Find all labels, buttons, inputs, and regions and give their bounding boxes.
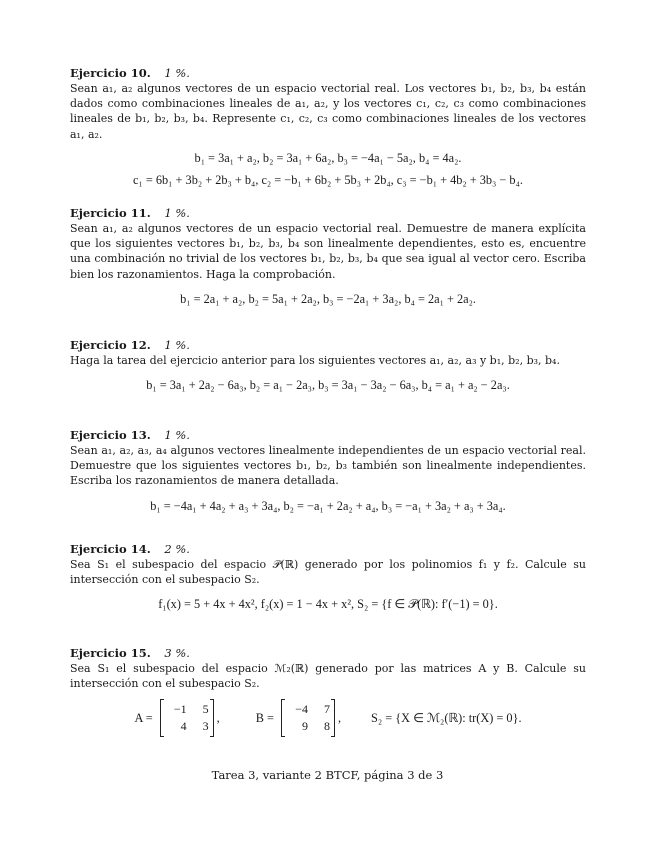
exercise-15 [70,646,586,736]
exercise-11 [70,206,586,314]
exercise-points: 1 %. [164,206,190,220]
exercise-14 [70,542,586,622]
subspace-s2: S₂ = {X ∈ ℳ₂(ℝ): tr(X) = 0}. [371,710,522,725]
matrix-a-cell: 5 [202,702,209,717]
equation: b₁ = −4a₁ + 4a₂ + a₃ + 3a₄, b₂ = −a₁ + 2a₂ + a₄, b₃ = −a₁ + 3a₂ + a₃ + 3a₄. [150,498,506,513]
exercise-title: Ejercicio 12. [70,338,151,352]
matrix-a [160,700,214,736]
matrix-b-label: B = [255,710,274,725]
exercise-10 [70,66,586,187]
matrix-a-cell: 4 [180,719,187,734]
exercise-title: Ejercicio 13. [70,428,151,442]
equation: b₁ = 2a₁ + a₂, b₂ = 5a₁ + 2a₂, b₃ = −2a₁ + 3a₂, b₄ = 2a₁ + 2a₂. [180,291,476,306]
matrix-a-cell: −1 [173,702,187,717]
exercise-statement: Sean a₁, a₂ algunos vectores de un espacio vectorial real. Los vectores b₁, b₂, b₃, b₄ están dados como combinaciones lineales de a₁, a₂, y los vectores c₁, c₂, c₃ como combinaciones lineales de b₁, b₂, b₃, b₄. Represente c₁, c₂, c₃ como combinaciones lineales de los vectores a₁, a₂. [70,82,586,141]
exercise-points: 3 %. [164,646,190,660]
separator: , [216,710,220,725]
page-content [70,66,586,736]
matrix-a-label: A = [134,710,153,725]
matrix-b-cell: −4 [295,702,308,717]
exercise-title: Ejercicio 10. [70,66,151,80]
exercise-statement: Sean a₁, a₂, a₃, a₄ algunos vectores linealmente independientes de un espacio vectorial real. Demuestre que los siguientes vectores b₁, b₂, b₃ también son linealmente independientes. Escriba los razonamientos de manera detallada. [70,444,586,488]
exercise-title: Ejercicio 11. [70,206,151,220]
exercise-statement: Sean a₁, a₂ algunos vectores de un espacio vectorial real. Demuestre de manera explícita que los siguientes vectores b₁, b₂, b₃, b₄ son linealmente dependientes, esto es, encuentre una combinación no trivial de los vectores b₁, b₂, b₃, b₄ que sea igual al vector cero. Escriba bien los razonamientos. Haga la comprobación. [70,222,586,281]
exercise-statement: Sea S₁ el subespacio del espacio ℳ₂(ℝ) generado por las matrices A y B. Calcule su intersección con el subespacio S₂. [70,662,586,691]
equation: b₁ = 3a₁ + 2a₂ − 6a₃, b₂ = a₁ − 2a₃, b₃ = 3a₁ − 3a₂ − 6a₃, b₄ = a₁ + a₂ − 2a₃. [146,378,510,393]
exercise-13 [70,428,586,518]
separator: , [337,710,342,725]
exercise-points: 2 %. [164,542,190,556]
matrix-a-cell: 3 [202,719,209,734]
exercise-points: 1 %. [164,428,190,442]
matrix-b-cell: 8 [323,719,330,734]
exercise-points: 1 %. [164,66,190,80]
matrix-b-cell: 9 [301,719,308,734]
matrix-b-cell: 7 [323,702,330,717]
equation: c₁ = 6b₁ + 3b₂ + 2b₃ + b₄, c₂ = −b₁ + 6b₂ + 5b₃ + 2b₄, c₃ = −b₁ + 4b₂ + 3b₃ − b₄. [133,172,523,187]
equation: b₁ = 3a₁ + a₂, b₂ = 3a₁ + 6a₂, b₃ = −4a₁ − 5a₂, b₄ = 4a₂. [194,150,462,165]
equation: f₁(x) = 5 + 4x + 4x², f₂(x) = 1 − 4x + x², S₂ = {f ∈ 𝒫(ℝ): f′(−1) = 0}. [158,597,498,612]
page-footer: Tarea 3, variante 2 BTCF, página 3 de 3 [211,768,444,782]
exercise-12 [70,338,586,402]
matrix-b [281,700,335,736]
matrix-equation [70,700,586,736]
exercise-statement: Haga la tarea del ejercicio anterior para los siguientes vectores a₁, a₂, a₃ y b₁, b₂, b₃, b₄. [70,354,560,367]
exercise-title: Ejercicio 14. [70,542,151,556]
exercise-statement: Sea S₁ el subespacio del espacio 𝒫(ℝ) generado por los polinomios f₁ y f₂. Calcule su intersección con el subespacio S₂. [70,558,586,587]
exercise-title: Ejercicio 15. [70,646,151,660]
exercise-points: 1 %. [164,338,190,352]
